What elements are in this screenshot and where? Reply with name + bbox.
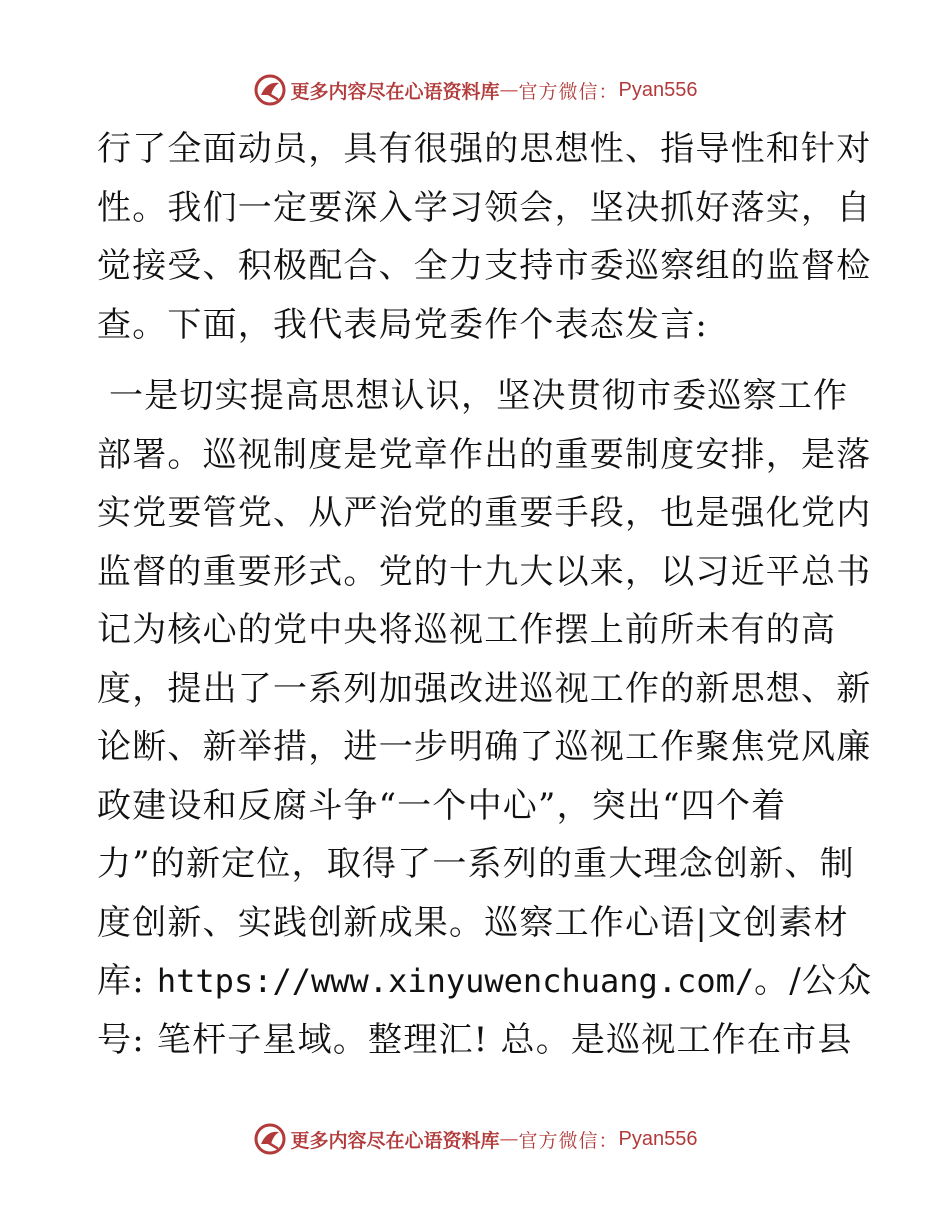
text-line: 政建设和反腐斗争“一个中心”，突出“四个着 (97, 785, 787, 826)
text-line: 论断、新举措，进一步明确了巡视工作聚焦党风廉 (97, 727, 872, 767)
banner-main-text: 更多内容尽在心语资料库 (290, 1129, 500, 1152)
text-line: 度，提出了一系列加强改进巡视工作的新思想、新 (97, 668, 872, 709)
text-line: 力”的新定位，取得了一系列的重大理念创新、制 (97, 844, 855, 884)
body-text (97, 120, 873, 1069)
url-line-suffix: 。/公众 (754, 961, 873, 1001)
banner-wechat-label: 官方微信： (518, 1129, 619, 1152)
text-line: 一是切实提高思想认识，坚决贯彻市委巡察工作 (109, 376, 849, 416)
footer-banner (0, 1119, 950, 1159)
text-line: 觉接受、积极配合、全力支持市委巡察组的监督检 (97, 246, 872, 286)
text-line: 查。下面，我代表局党委作个表态发言: (97, 304, 709, 345)
header-banner (0, 70, 950, 110)
url-line (97, 952, 873, 1011)
banner-wechat-label: 官方微信： (518, 80, 619, 103)
text-line: 性。我们一定要深入学习领会，坚决抓好落实，自 (97, 187, 872, 228)
text-line: 监督的重要形式。党的十九大以来，以习近平总书 (97, 551, 872, 592)
url-line-prefix: 库: (97, 961, 157, 1001)
banner-wechat-id: Pyan556 (618, 78, 698, 101)
banner-wechat-id: Pyan556 (618, 1127, 698, 1150)
paragraph-1 (97, 120, 872, 354)
text-line: 部署。巡视制度是党章作出的重要制度安排，是落 (97, 434, 872, 475)
banner-dash: — (499, 1128, 519, 1150)
banner-dash: — (499, 79, 519, 101)
website-url: https://www.xinyuwenchuang.com/ (156, 962, 755, 1000)
text-line: 实党要管党、从严治党的重要手段，也是强化党内 (97, 493, 872, 533)
brand-logo-icon (253, 1122, 287, 1156)
brand-logo-icon (253, 73, 287, 107)
banner-main-text: 更多内容尽在心语资料库 (290, 80, 500, 103)
text-line: 记为核心的党中央将巡视工作摆上前所未有的高 (97, 610, 837, 650)
text-line: 号: 笔杆子星域。整理汇! 总。是巡视工作在市县 (97, 1019, 853, 1060)
paragraph-2 (97, 367, 873, 1069)
text-line: 行了全面动员，具有很强的思想性、指导性和针对 (97, 129, 872, 169)
paragraph-gap (97, 354, 857, 367)
text-line: 度创新、实践创新成果。巡察工作心语|文创素材 (97, 902, 849, 943)
